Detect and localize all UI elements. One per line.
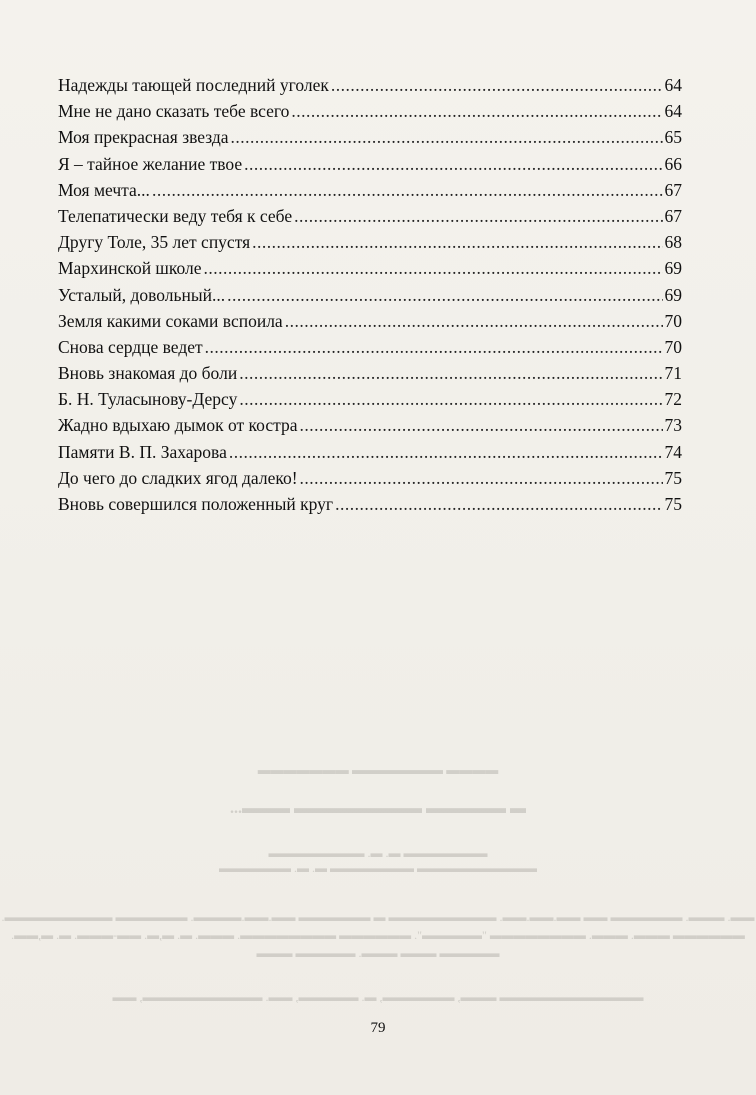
toc-entry <box>58 232 682 258</box>
toc-entry-page: 64 <box>664 101 682 122</box>
toc-dot-leader <box>205 337 663 358</box>
toc-entry-title: Б. Н. Туласынову-Дерсу <box>58 389 238 410</box>
toc-entry-page: 74 <box>664 441 682 462</box>
toc-entry <box>58 154 682 180</box>
toc-entry <box>58 258 682 284</box>
toc-entry <box>58 468 682 494</box>
toc-entry-title: Мархинской школе <box>58 258 202 279</box>
toc-entry <box>58 363 682 389</box>
toc-entry <box>58 127 682 153</box>
toc-entry <box>58 415 682 441</box>
toc-dot-leader <box>244 154 662 175</box>
toc-entry-title: Земля какими соками вспоила <box>58 310 283 331</box>
toc-dot-leader <box>204 258 663 279</box>
toc-entry-title: До чего до сладких ягод далеко! <box>58 467 298 488</box>
toc-dot-leader <box>291 101 662 122</box>
toc-dot-leader <box>335 494 662 515</box>
toc-entry-title: Другу Толе, 35 лет спустя <box>58 232 251 253</box>
toc-entry <box>58 206 682 232</box>
toc-entry-title: Жадно вдыхаю дымок от костра <box>58 415 298 436</box>
toc-entry <box>58 442 682 468</box>
toc-dot-leader <box>331 75 663 96</box>
toc-entry-page: 70 <box>664 336 682 357</box>
page-number: 79 <box>370 1020 386 1036</box>
toc-entry-title: Усталый, довольный... <box>58 284 226 305</box>
bleed-through-decoration: ▬▬. ▬▬▬. ▬▬▬▬▬▬ ▬▬ ▬▬.▬▬.▬▬. ▬▬▬▬▬▬▬▬▬ ▬ ▬▬▬▬▬▬ ▬▬.▬▬.▬▬▬▬. ▬▬▬▬▬▬ ▬▬▬▬▬▬▬▬▬. ▬▬▬▬▬▬ ▬▬▬. ▬▬▬. ▬▬▬▬▬▬▬▬ "▬▬▬▬▬". ▬▬▬▬▬▬ ▬▬▬▬▬▬▬▬. ▬▬▬. ▬. ▬,▬. ▬▬-▬▬▬. ▬. ▬,▬▬. ▬▬▬▬▬ ▬▬▬ ▬▬▬. ▬▬▬▬▬ ▬▬▬ <box>1 910 755 960</box>
bleed-through-decoration: ▬▬▬▬▬▬▬ ▬. ▬. ▬▬▬▬▬▬▬▬ ▬▬▬▬▬▬▬▬▬▬ ▬▬▬▬▬▬▬ ▬. ▬. ▬▬▬▬▬▬ <box>219 846 537 875</box>
toc-dot-leader <box>239 363 662 384</box>
toc-entry-page: 66 <box>664 153 682 174</box>
toc-entry-title: Снова сердце ведет <box>58 336 203 357</box>
toc-entry-page: 70 <box>664 310 682 331</box>
toc-entry-page: 73 <box>664 415 682 436</box>
toc-entry-title: Памяти В. П. Захарова <box>58 441 227 462</box>
toc-entry <box>58 337 682 363</box>
toc-entry <box>58 101 682 127</box>
toc-entry-page: 75 <box>664 494 682 514</box>
toc-entry <box>58 75 682 101</box>
toc-entry-page: 75 <box>664 467 682 488</box>
toc-entry-page: 67 <box>664 205 682 226</box>
toc-entry-title: Вновь знакомая до боли <box>58 363 238 384</box>
toc-entry-page: 72 <box>664 389 682 410</box>
toc-entry <box>58 180 682 206</box>
toc-entry-page: 71 <box>664 363 682 384</box>
toc-entry-title: Надежды тающей последний уголек <box>58 75 329 95</box>
toc-entry <box>58 494 682 520</box>
toc-entry-title: Я – тайное желание твое <box>58 153 243 174</box>
bleed-through-decoration: ▬▬▬▬ ▬▬▬▬▬▬▬ ▬▬▬▬▬▬▬ <box>257 762 499 777</box>
toc-dot-leader <box>227 285 662 306</box>
toc-entry-page: 68 <box>664 232 682 253</box>
toc-entry-page: 64 <box>664 75 682 95</box>
toc-dot-leader <box>231 127 663 148</box>
toc-entry-title: Телепатически веду тебя к себе <box>58 205 293 226</box>
toc-dot-leader <box>229 442 663 463</box>
toc-entry-page: 67 <box>664 179 682 200</box>
toc-dot-leader <box>285 311 663 332</box>
toc-dot-leader <box>239 389 662 410</box>
toc-entry-page: 69 <box>664 258 682 279</box>
bleed-through-decoration: ▬ ▬▬▬▬▬ ▬▬▬▬▬▬▬▬ ▬▬▬... <box>230 800 526 817</box>
toc-entry-title: Мне не дано сказать тебе всего <box>58 101 290 122</box>
toc-dot-leader <box>152 180 663 201</box>
toc-entry <box>58 285 682 311</box>
toc-entry-page: 69 <box>664 284 682 305</box>
bleed-through-decoration: ▬▬▬▬▬▬▬▬▬▬▬▬ ▬▬▬, ▬▬▬▬▬▬, ▬. ▬▬▬▬▬, ▬▬. ▬▬▬▬▬▬▬▬▬▬, ▬▬ <box>112 990 644 1004</box>
toc-dot-leader <box>294 206 662 227</box>
toc-entry-title: Вновь совершился положенный круг <box>58 494 334 514</box>
toc-entry-page: 65 <box>664 127 682 148</box>
toc-entry <box>58 389 682 415</box>
toc-dot-leader <box>252 232 662 253</box>
toc-dot-leader <box>300 468 663 489</box>
toc-entry-title: Моя прекрасная звезда <box>58 127 229 148</box>
toc-entry <box>58 311 682 337</box>
toc-entry-title: Моя мечта... <box>58 179 150 200</box>
table-of-contents <box>58 75 682 520</box>
toc-dot-leader <box>299 415 662 436</box>
